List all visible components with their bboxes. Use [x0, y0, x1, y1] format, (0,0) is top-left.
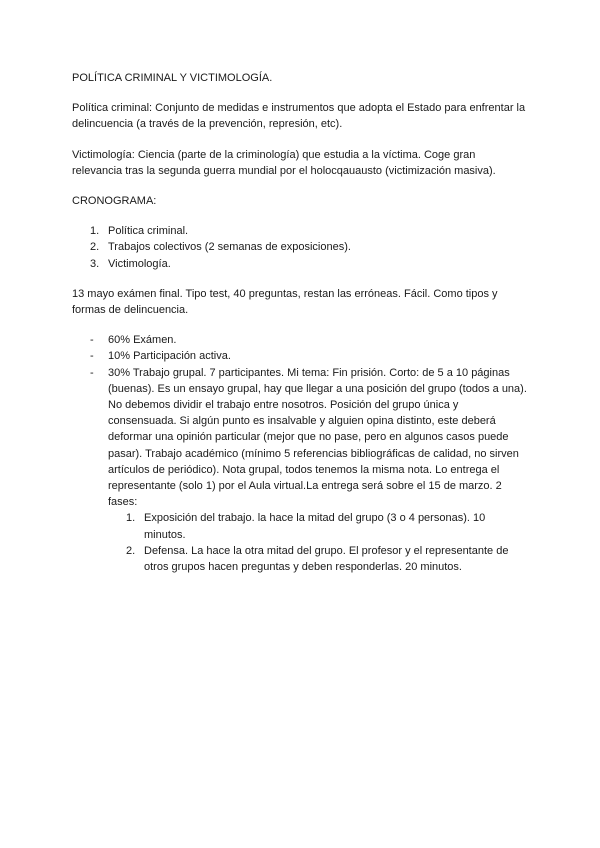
- list-item-number: 1.: [90, 225, 100, 238]
- dash-bullet: -: [90, 334, 94, 347]
- list-item: [72, 348, 528, 364]
- phases-list: [108, 510, 528, 575]
- document-title: POLÍTICA CRIMINAL Y VICTIMOLOGÍA.: [72, 72, 273, 84]
- list-item: [72, 332, 528, 348]
- list-item: [72, 256, 528, 272]
- document-page: [72, 70, 528, 575]
- list-item-text: Exposición del trabajo. la hace la mitad del grupo (3 o 4 personas). 10 minutos.: [144, 512, 486, 541]
- paragraph-exam: 13 mayo exámen final. Tipo test, 40 preguntas, restan las erróneas. Fácil. Como tipos y formas de delincuencia.: [72, 287, 498, 317]
- list-item: [72, 223, 528, 239]
- list-item: [108, 510, 528, 542]
- paragraph-victimologia: Victimología: Ciencia (parte de la criminología) que estudia a la víctima. Coge gran relevancia tras la segunda guerra mundial por el holocqauausto (victimización masiva).: [72, 148, 496, 177]
- list-item-text: 30% Trabajo grupal. 7 participantes. Mi tema: Fin prisión. Corto: de 5 a 10 páginas (buenas). Es un ensayo grupal, hay que llegar a una posición del grupo (todos a una). No debemos dividir el trabajo entre nosotros. Posición del grupo única y consensuada. Si algún punto es insalvable y alguien opina distinto, este deberá deformar una opinión particular (mejor que no pase, pero en algunos casos puede pasar). Trabajo académico (mínimo 5 referencias bibliográficas de calidad, no sirven artículos de periódico). Nota grupal, todos tenemos la misma nota. Lo entrega el representante (solo 1) por el Aula virtual.La entrega será sobre el 15 de marzo. 2 fases:: [108, 366, 527, 509]
- cronograma-list: [72, 223, 528, 272]
- list-item-text: Victimología.: [108, 257, 171, 270]
- paragraph-politica-criminal: Política criminal: Conjunto de medidas e instrumentos que adopta el Estado para enfrentar la delincuencia (a través de la prevención, represión, etc).: [72, 102, 526, 131]
- list-item-number: 1.: [126, 512, 136, 525]
- dash-bullet: -: [90, 350, 94, 363]
- cronograma-heading: CRONOGRAMA:: [72, 195, 157, 208]
- list-item-text: Defensa. La hace la otra mitad del grupo. El profesor y el representante de otros grupos hacen preguntas y deben responderlas. 20 minutos.: [144, 544, 509, 574]
- grading-list: [72, 332, 528, 575]
- list-item-number: 2.: [90, 241, 100, 254]
- list-item-text: Trabajos colectivos (2 semanas de exposiciones).: [108, 241, 351, 254]
- list-item-text: 10% Participación activa.: [108, 350, 231, 363]
- list-item-number: 3.: [90, 257, 100, 270]
- dash-bullet: -: [90, 366, 94, 379]
- list-item-number: 2.: [126, 544, 136, 557]
- list-item: [108, 543, 528, 575]
- list-item: [72, 239, 528, 255]
- list-item-text: 60% Exámen.: [108, 334, 177, 347]
- list-item-text: Política criminal.: [108, 225, 189, 238]
- list-item: [72, 365, 528, 576]
